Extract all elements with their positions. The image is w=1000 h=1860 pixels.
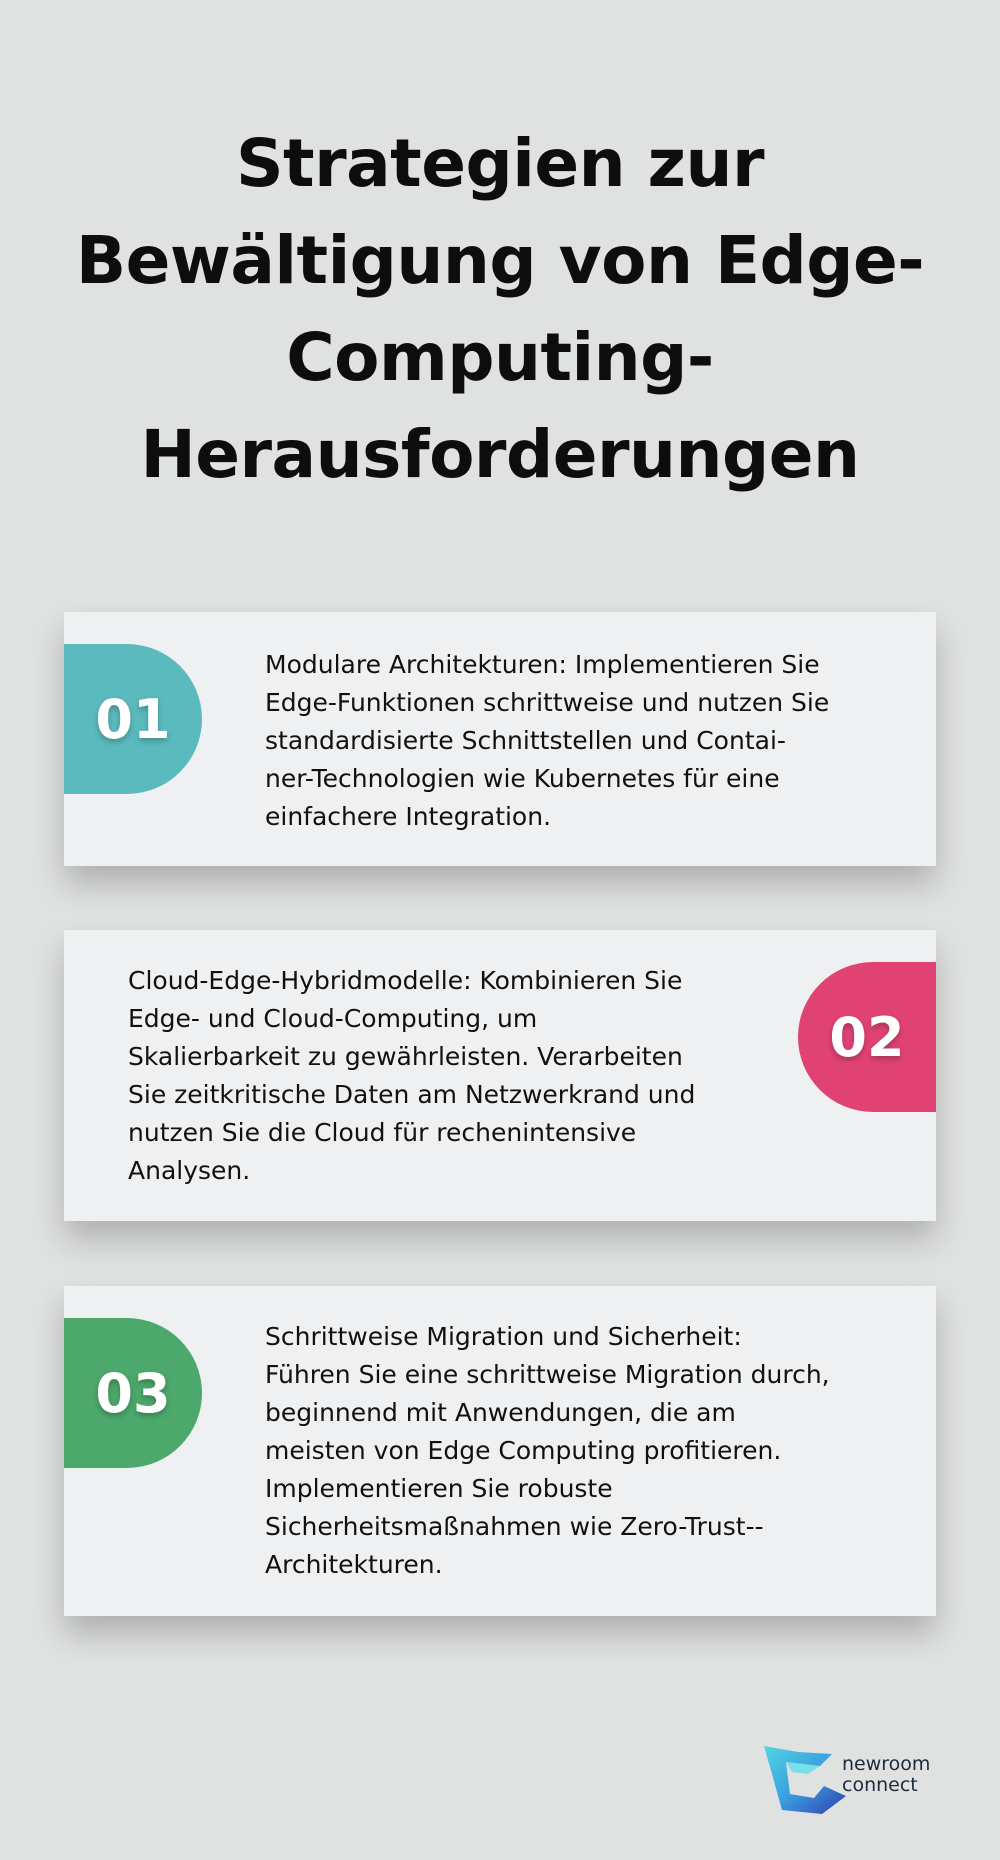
strategy-text-3: Schrittweise Migration und Sicherheit: Führen Sie eine schrittweise Migration durch, beginnend mit Anwendungen, die am meisten von Edge Computing profitieren. Implementieren Sie robuste Sicherheitsmaßnahmen wie Zero-Trust-- Architekturen. [265,1322,830,1579]
step-number-badge-2: 02 [798,962,936,1112]
strategy-text-1: Modulare Architekturen: Implementieren Sie Edge-Funktionen schrittweise und nutzen Sie standardisierte Schnittstellen und Contai- ner-Technologien wie Kubernetes für eine einfachere Integration. [265,650,830,831]
newroom-connect-logo-icon [762,1744,848,1816]
page-title: Strategien zur Bewältigung von Edge- Computing- Herausforderungen [75,125,925,493]
strategy-card-3 [64,1286,936,1616]
logo-line-2: connect [842,1774,918,1796]
step-number-badge-1: 01 [64,644,202,794]
strategy-card-2 [64,930,936,1221]
logo-wordmark [842,1754,930,1796]
brand-logo [762,1744,932,1816]
strategy-text-2: Cloud-Edge-Hybridmodelle: Kombinieren Sie Edge- und Cloud-Computing, um Skalierbarkeit zu gewährleisten. Verarbeiten Sie zeitkritische Daten am Netzwerkrand und nutzen Sie die Cloud für rechenintensive Analysen. [128,966,696,1185]
logo-line-1: newroom [842,1753,931,1775]
step-number-badge-3: 03 [64,1318,202,1468]
strategy-card-1 [64,612,936,866]
